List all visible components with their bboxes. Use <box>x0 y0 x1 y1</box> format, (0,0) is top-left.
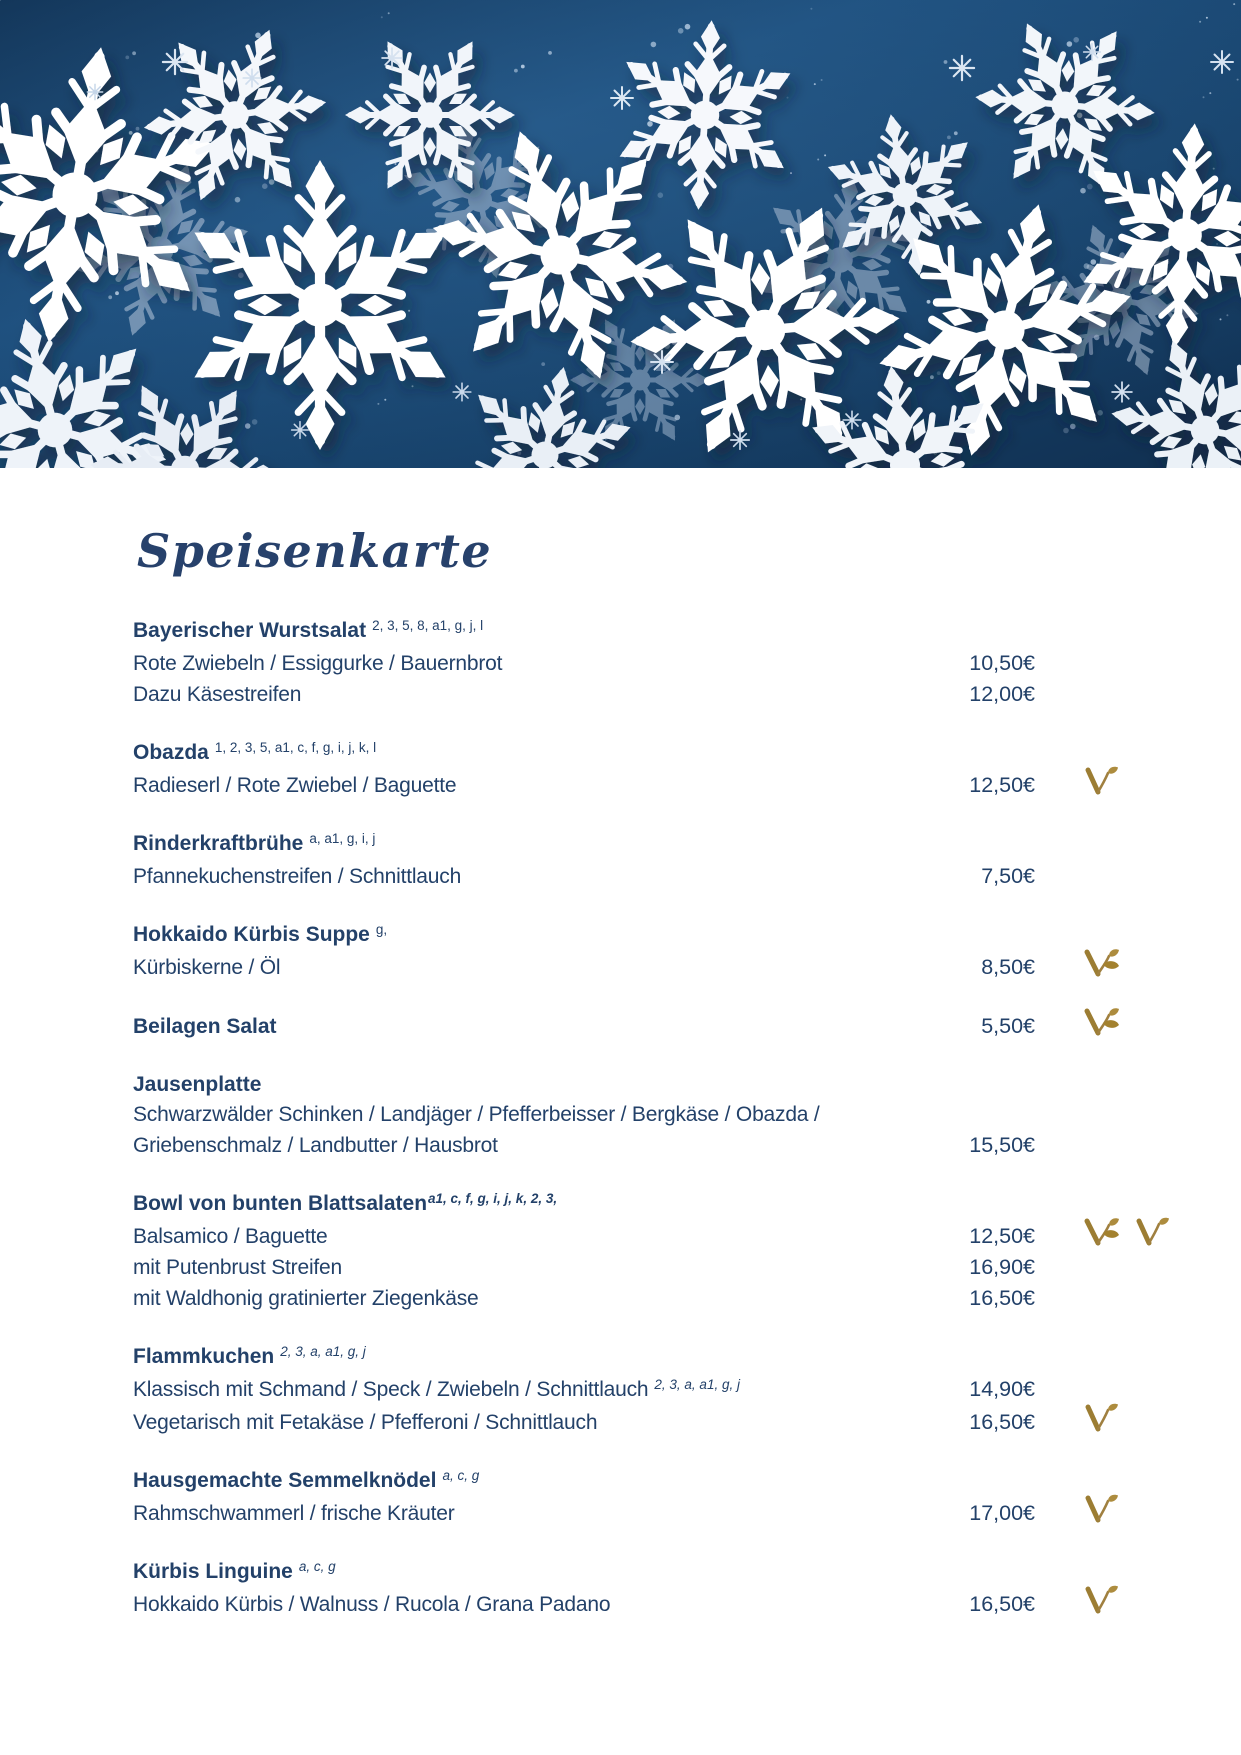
dish-text <box>133 771 935 801</box>
winter-banner <box>0 0 1241 468</box>
allergen-codes: 1, 2, 3, 5, a1, c, f, g, i, j, k, l <box>214 740 377 755</box>
menu-row <box>133 1221 1185 1252</box>
dish-text <box>133 616 935 648</box>
dish-text <box>133 829 935 861</box>
menu-row <box>133 770 1185 801</box>
dish-text <box>133 1131 935 1161</box>
dish-label: Flammkuchen <box>133 1345 275 1368</box>
dish-label: Kürbis Linguine <box>133 1560 293 1583</box>
page-title: Speisenkarte <box>137 524 493 578</box>
allergen-codes: a, a1, g, i, j <box>309 831 376 846</box>
vegetarian-icon <box>1081 1493 1121 1525</box>
dish-label: Rote Zwiebeln / Essiggurke / Bauernbrot <box>133 652 503 675</box>
dish-text <box>133 1253 935 1283</box>
dish-text <box>133 1590 935 1620</box>
dish-price: 14,90€ <box>969 1377 1035 1401</box>
dish-text <box>133 862 935 892</box>
dish-text <box>133 1012 935 1042</box>
menu-row <box>133 1130 1185 1161</box>
dish-text <box>133 680 935 710</box>
dish-text <box>133 1499 935 1529</box>
dish-label: Hokkaido Kürbis Suppe <box>133 923 370 946</box>
dish-price: 10,50€ <box>969 651 1035 675</box>
vegetarian-icon <box>1081 765 1121 797</box>
menu-row <box>133 1498 1185 1529</box>
menu-item <box>133 616 1185 710</box>
menu-row <box>133 648 1185 679</box>
menu-row <box>133 1342 1185 1374</box>
dish-text <box>133 1284 935 1314</box>
dish-price: 15,50€ <box>969 1133 1035 1157</box>
allergen-codes: a, c, g <box>442 1468 480 1483</box>
dish-label: Vegetarisch mit Fetakäse / Pfefferoni / Schnittlauch <box>133 1411 598 1434</box>
menu-item <box>133 1342 1185 1438</box>
dish-label: Bowl von bunten Blattsalaten <box>133 1192 428 1215</box>
allergen-codes: 2, 3, 5, 8, a1, g, j, l <box>372 618 484 633</box>
dish-label: Rinderkraftbrühe <box>133 832 304 855</box>
menu-item <box>133 829 1185 892</box>
dish-label: Kürbiskerne / Öl <box>133 956 281 979</box>
dish-label: Balsamico / Baguette <box>133 1225 328 1248</box>
dish-text <box>133 1189 935 1221</box>
dish-text <box>133 1070 935 1100</box>
menu-row <box>133 1189 1185 1221</box>
dish-label: Rahmschwammerl / frische Kräuter <box>133 1502 455 1525</box>
allergen-codes: 2, 3, a, a1, g, j <box>654 1377 740 1392</box>
dish-text <box>133 953 935 983</box>
dish-price: 8,50€ <box>981 955 1035 979</box>
vegan-icon <box>1081 947 1123 979</box>
menu-row <box>133 738 1185 770</box>
menu-row <box>133 1100 1185 1130</box>
dish-price: 7,50€ <box>981 864 1035 888</box>
menu-row <box>133 1466 1185 1498</box>
dish-price: 16,50€ <box>969 1410 1035 1434</box>
dish-text <box>133 1342 935 1374</box>
menu-row <box>133 952 1185 983</box>
allergen-codes: a, c, g <box>298 1559 336 1574</box>
allergen-codes: g, <box>375 922 388 937</box>
vegetarian-icon <box>1081 1584 1121 1616</box>
dish-text <box>133 649 935 679</box>
dish-price: 12,50€ <box>969 1224 1035 1248</box>
vegetarian-icon <box>1132 1216 1172 1248</box>
vegetarian-icon <box>1081 1402 1121 1434</box>
menu-row <box>133 829 1185 861</box>
menu-row <box>133 1557 1185 1589</box>
snowflake-banner-image <box>0 0 1241 468</box>
vegan-icon <box>1081 1216 1123 1248</box>
menu-row <box>133 616 1185 648</box>
menu-item <box>133 1189 1185 1314</box>
menu-list <box>133 616 1185 1620</box>
menu-row <box>133 1283 1185 1314</box>
dish-label: Pfannekuchenstreifen / Schnittlauch <box>133 865 462 888</box>
dish-label: Dazu Käsestreifen <box>133 683 302 706</box>
dish-label: Schwarzwälder Schinken / Landjäger / Pfefferbeisser / Bergkäse / Obazda / <box>133 1103 820 1126</box>
dish-price: 12,50€ <box>969 773 1035 797</box>
dish-label: Obazda <box>133 741 209 764</box>
menu-item <box>133 1070 1185 1161</box>
dish-price: 16,50€ <box>969 1286 1035 1310</box>
vegan-icon <box>1081 1006 1123 1038</box>
dish-price: 16,50€ <box>969 1592 1035 1616</box>
allergen-codes: a1, c, f, g, i, j, k, 2, 3, <box>428 1191 558 1206</box>
dish-label: mit Putenbrust Streifen <box>133 1256 342 1279</box>
dish-price: 17,00€ <box>969 1501 1035 1525</box>
menu-item <box>133 920 1185 983</box>
menu-row <box>133 1070 1185 1100</box>
dish-text <box>133 1557 935 1589</box>
menu-row <box>133 920 1185 952</box>
dish-price: 12,00€ <box>969 682 1035 706</box>
dish-label: Jausenplatte <box>133 1073 262 1096</box>
menu-row <box>133 679 1185 710</box>
dish-price: 5,50€ <box>981 1014 1035 1038</box>
menu-row <box>133 861 1185 892</box>
dish-label: Klassisch mit Schmand / Speck / Zwiebeln / Schnittlauch <box>133 1378 649 1401</box>
dish-text <box>133 1375 935 1407</box>
dish-text <box>133 920 935 952</box>
dish-label: Bayerischer Wurstsalat <box>133 619 367 642</box>
dish-label: Beilagen Salat <box>133 1015 277 1038</box>
menu-item <box>133 1466 1185 1529</box>
menu-item <box>133 1557 1185 1620</box>
dish-text <box>133 1408 935 1438</box>
menu-row <box>133 1589 1185 1620</box>
menu-row <box>133 1252 1185 1283</box>
menu-page <box>0 524 1241 1620</box>
dish-text <box>133 1466 935 1498</box>
allergen-codes: 2, 3, a, a1, g, j <box>280 1344 366 1359</box>
dish-label: Hokkaido Kürbis / Walnuss / Rucola / Grana Padano <box>133 1593 611 1616</box>
dish-text <box>133 738 935 770</box>
dish-text <box>133 1222 935 1252</box>
dish-label: Griebenschmalz / Landbutter / Hausbrot <box>133 1134 498 1157</box>
dish-text <box>133 1100 935 1130</box>
menu-item <box>133 1011 1185 1042</box>
menu-item <box>133 738 1185 801</box>
menu-row <box>133 1374 1185 1407</box>
dish-label: mit Waldhonig gratinierter Ziegenkäse <box>133 1287 479 1310</box>
dish-label: Hausgemachte Semmelknödel <box>133 1469 437 1492</box>
dish-label: Radieserl / Rote Zwiebel / Baguette <box>133 774 457 797</box>
menu-row <box>133 1011 1185 1042</box>
dish-price: 16,90€ <box>969 1255 1035 1279</box>
menu-row <box>133 1407 1185 1438</box>
